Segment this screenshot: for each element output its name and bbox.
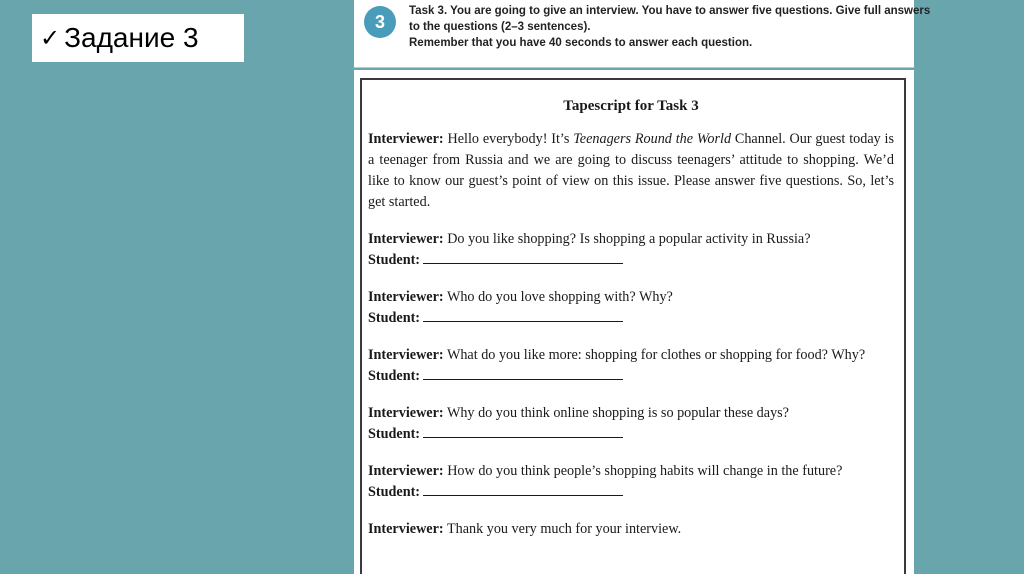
answer-blank-5 [423, 481, 623, 496]
interviewer-label: Interviewer: [368, 405, 444, 421]
student-label: Student: [368, 310, 421, 326]
intro-text-before: Hello everybody! It’s [447, 131, 570, 147]
interviewer-label: Interviewer: [368, 463, 444, 479]
closing-text: Thank you very much for your interview. [446, 521, 682, 537]
tapescript-page [354, 70, 914, 574]
tapescript-title: Tapescript for Task 3 [563, 98, 699, 114]
checkmark-icon: ✓ [40, 24, 61, 52]
task-instruction-line-3: Remember that you have 40 seconds to answer each question. [409, 37, 753, 49]
student-label: Student: [368, 426, 421, 442]
question-block-5 [368, 462, 894, 502]
student-label: Student: [368, 484, 421, 500]
question-text-5: How do you think people’s shopping habits will change in the future? [447, 463, 843, 479]
answer-blank-3 [423, 365, 623, 380]
student-label: Student: [368, 368, 421, 384]
student-label: Student: [368, 252, 421, 268]
question-text-4: Why do you think online shopping is so popular these days? [446, 405, 789, 421]
closing-line [368, 520, 894, 539]
interviewer-label: Interviewer: [368, 231, 444, 247]
interviewer-label: Interviewer: [368, 289, 444, 305]
answer-blank-4 [423, 423, 623, 438]
interviewer-label: Interviewer: [368, 521, 444, 537]
slide-title-box [32, 14, 244, 62]
answer-blank-1 [423, 249, 623, 264]
intro-paragraph [368, 129, 894, 213]
slide-title: Задание 3 [64, 22, 199, 53]
question-text-1: Do you like shopping? Is shopping a popular activity in Russia? [447, 231, 811, 247]
intro-text-after: Channel. Our guest today is a teenager from Russia and we are going to discuss teenagers’ attitude to shopping. We’d like to know our guest’s point of view on this issue. Please answer five questions. So, let’s get started. [368, 131, 895, 210]
question-text-2: Who do you love shopping with? Why? [446, 289, 673, 305]
question-block-4 [368, 404, 894, 444]
answer-blank-2 [423, 307, 623, 322]
question-text-3: What do you like more: shopping for clothes or shopping for food? Why? [446, 347, 866, 363]
tapescript-frame [360, 78, 906, 574]
task-instructions [354, 0, 931, 68]
task-instruction-line-1: Task 3. You are going to give an interview. You have to answer five questions. Give full answers [409, 5, 931, 17]
question-block-2 [368, 288, 894, 328]
interviewer-label: Interviewer: [368, 131, 444, 147]
interviewer-label: Interviewer: [368, 347, 444, 363]
task-number-badge: 3 [364, 6, 396, 38]
question-block-3 [368, 346, 894, 386]
task-instruction-line-2: to the questions (2–3 sentences). [409, 21, 591, 33]
task-divider [354, 63, 914, 68]
channel-name: Teenagers Round the World [573, 131, 732, 147]
question-block-1 [368, 230, 894, 270]
